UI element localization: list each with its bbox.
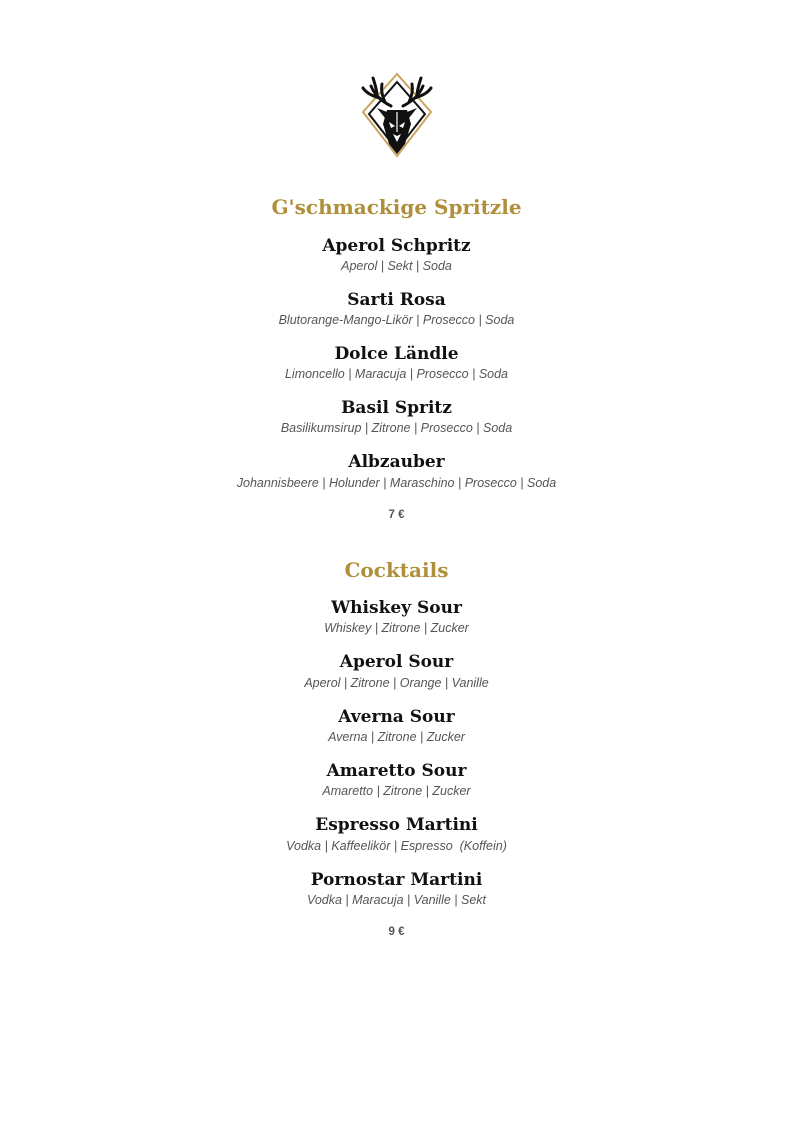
menu-item-ingredients: Basilikumsirup | Zitrone | Prosecco | Soda bbox=[280, 421, 513, 435]
section-title-spritzle: G'schmackige Spritzle bbox=[271, 195, 522, 219]
menu-item-ingredients: Averna | Zitrone | Zucker bbox=[328, 730, 465, 744]
menu-item-name: Whiskey Sour bbox=[331, 598, 462, 618]
stag-head-logo-icon bbox=[357, 72, 437, 168]
menu-item-name: Amaretto Sour bbox=[326, 761, 467, 781]
menu-item-ingredients: Aperol | Sekt | Soda bbox=[341, 259, 452, 273]
menu-item-name: Dolce Ländle bbox=[334, 344, 459, 364]
menu-item-ingredients: Vodka | Kaffeelikör | Espresso (Koffein) bbox=[286, 839, 507, 853]
menu-item-ingredients: Vodka | Maracuja | Vanille | Sekt bbox=[306, 893, 487, 907]
section-price: 7 € bbox=[388, 509, 405, 521]
menu-item-name: Aperol Sour bbox=[339, 652, 454, 672]
menu-item-name: Basil Spritz bbox=[341, 398, 452, 418]
menu-item-name: Espresso Martini bbox=[315, 815, 478, 835]
menu-item-name: Averna Sour bbox=[338, 707, 455, 727]
menu-item-ingredients: Limoncello | Maracuja | Prosecco | Soda bbox=[284, 367, 509, 381]
menu-item-name: Pornostar Martini bbox=[310, 870, 483, 890]
menu-item-name: Sarti Rosa bbox=[347, 290, 446, 310]
menu-item-ingredients: Aperol | Zitrone | Orange | Vanille bbox=[304, 676, 489, 690]
section-price: 9 € bbox=[388, 926, 405, 938]
menu-item-name: Aperol Schpritz bbox=[322, 236, 471, 256]
menu-item-ingredients: Whiskey | Zitrone | Zucker bbox=[324, 621, 469, 635]
menu-item-ingredients: Johannisbeere | Holunder | Maraschino | Prosecco | Soda bbox=[236, 476, 557, 490]
menu-item-name: Albzauber bbox=[348, 452, 445, 472]
menu-item-ingredients: Amaretto | Zitrone | Zucker bbox=[322, 784, 471, 798]
section-title-cocktails: Cocktails bbox=[344, 558, 449, 582]
menu-item-ingredients: Blutorange-Mango-Likör | Prosecco | Soda bbox=[278, 313, 515, 327]
